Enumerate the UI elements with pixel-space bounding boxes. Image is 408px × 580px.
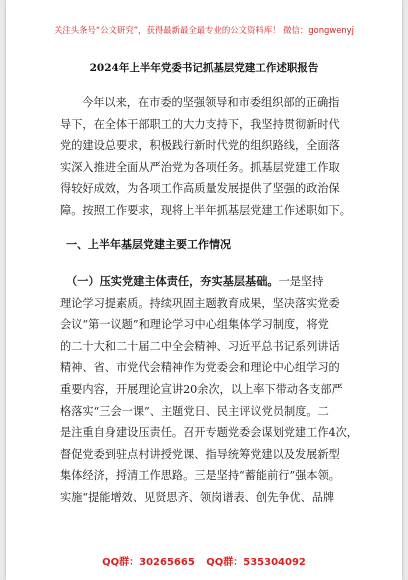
promo-banner: 关注头条号“公文研究”，获得最新最全最专业的公文资料库！ 微信：gongwenyj xyxy=(54,25,354,35)
paragraph-line xyxy=(60,271,360,293)
sub-heading-rest: 一是坚持 xyxy=(278,275,324,288)
paragraph-line: 党的建设总要求，积极践行新时代党的组织路线，全面落 xyxy=(60,139,340,153)
paragraph-line: 集体经济，捋清工作思路。三是坚持“蓄能前行”强本领。 xyxy=(60,469,340,483)
section-heading: 一、上半年基层党建主要工作情况 xyxy=(66,238,231,251)
paragraph-line: 实深入推进全面从严治党为各项任务。抓基层党建工作取 xyxy=(60,160,340,174)
paragraph-line: 格落实“三会一课”、主题党日、民主评议党员制度。二 xyxy=(60,404,329,418)
paragraph-line: 会议“第一议题”和理论学习中心组集体学习制度，将党 xyxy=(60,318,329,332)
paragraph-line: 重要内容，开展理论宣讲20余次，以上率下带动各支部严 xyxy=(60,382,343,396)
paragraph-line: 实施“提能增效、见贤思齐、领岗谱表、创先争优、品牌 xyxy=(60,490,335,504)
sub-heading: （一）压实党建主体责任，夯实基层基础。 xyxy=(66,274,279,288)
paragraph-line: 理论学习提素质。持续巩固主题教育成果，坚决落实党委 xyxy=(60,296,340,310)
body-paragraph xyxy=(60,271,360,509)
paragraph-line: 督促党委到驻点村讲授党课、指导统筹党建以及发展新型 xyxy=(60,447,340,461)
paragraph-line: 的二十大和二十届二中全会精神、习近平总书记系列讲话 xyxy=(60,339,340,353)
qq-group-footer: QQ群：30265665 QQ群：535304092 xyxy=(102,557,306,568)
paragraph-line: 导下，在全体干部职工的大力支持下，我坚持贯彻新时代 xyxy=(60,117,340,131)
paragraph-line: 精神、省、市党代会精神作为党委会和理论中心组学习的 xyxy=(60,361,340,375)
intro-paragraph xyxy=(60,92,360,222)
paragraph-line: 得较好成效，为各项工作高质量发展提供了坚强的政治保 xyxy=(60,182,340,196)
paragraph-line: 是注重自身建设压责任。召开专题党委会谋划党建工作4次， xyxy=(60,426,358,440)
document-page xyxy=(6,0,402,580)
paragraph-line: 今年以来，在市委的坚强领导和市委组织部的正确指 xyxy=(82,96,340,109)
document-title: 2024年上半年党委书记抓基层党建工作述职报告 xyxy=(89,62,319,74)
paragraph-line: 障。按照工作要求，现将上半年抓基层党建工作述职如下。 xyxy=(60,203,351,217)
